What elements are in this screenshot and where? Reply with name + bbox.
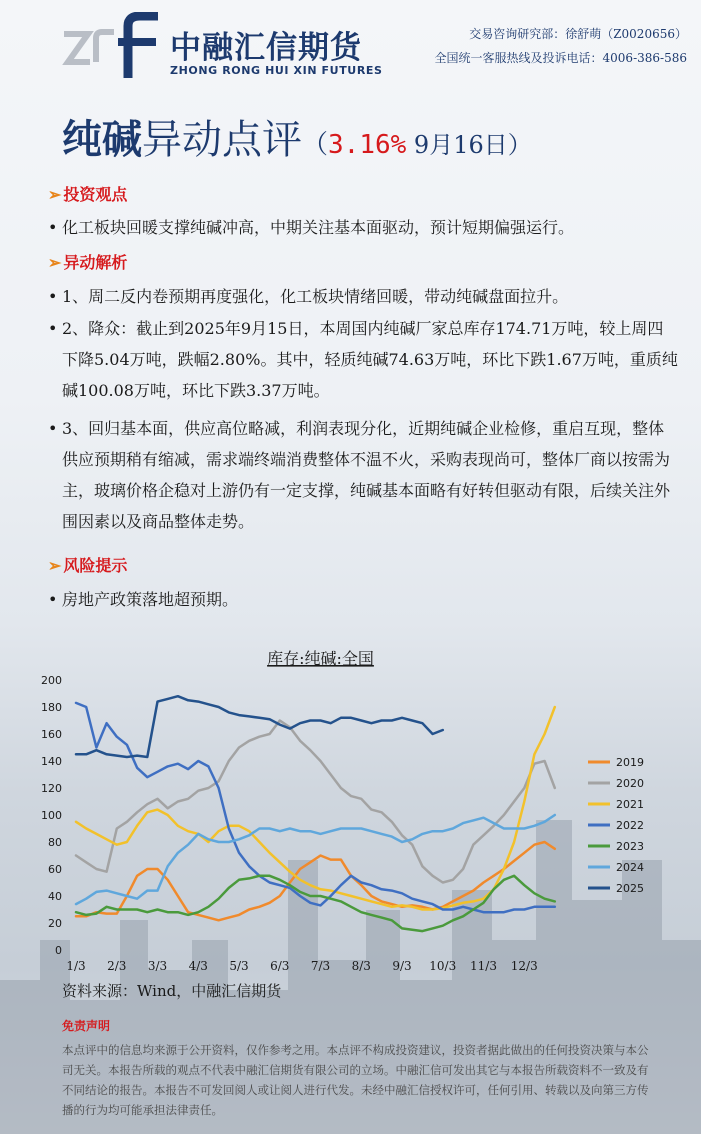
- y-tick-label: 100: [41, 809, 62, 822]
- legend-label-2019: 2019: [616, 756, 644, 769]
- disclaimer-text: 本点评中的信息均来源于公开资料，仅作参考之用。本点评不构成投资建议，投资者据此做出的任何投资决策与本公司无关。本报告所载的观点不代表中融汇信期货有限公司的立场。中融汇信可发出其它与本报告所载资料不一致及有不同结论的报告。本报告不可发回阅人或让阅人进行代发。未经中融汇信授权许可，任何引用、转载以及向第三方传播的行为均可能承担法律责任。: [62, 1043, 649, 1117]
- analyst-line: 交易咨询研究部：徐舒萌（Z0020656）: [469, 27, 687, 41]
- section-heading-view: [48, 182, 127, 205]
- risk-bullet: [48, 584, 678, 615]
- series-line-2025: [76, 696, 443, 757]
- title-percent: 3.16%: [328, 130, 407, 160]
- company-logo-icon: [62, 12, 160, 80]
- analysis-text-2: 2、降众：截止到2025年9月15日，本周国内纯碱厂家总库存174.71万吨，较上周四下降5.04万吨，跌幅2.80%。其中，轻质纯碱74.63万吨，环比下跌1.67万吨，重质纯碱100.08万吨，环比下跌3.37万吨。: [62, 319, 678, 400]
- bullet-icon: •: [48, 319, 58, 338]
- company-name-cn: 中融汇信期货: [170, 30, 362, 66]
- x-tick-label: 8/3: [351, 959, 371, 973]
- x-tick-label: 10/3: [429, 959, 457, 973]
- y-tick-label: 40: [48, 890, 62, 903]
- company-name-en: ZHONG RONG HUI XIN FUTURES: [170, 64, 383, 77]
- y-tick-label: 20: [48, 917, 62, 930]
- y-tick-label: 80: [48, 836, 62, 849]
- x-tick-label: 11/3: [470, 959, 497, 973]
- legend-label-2025: 2025: [616, 882, 644, 895]
- analysis-heading: 异动解析: [63, 253, 128, 272]
- chart-title: 库存:纯碱:全国: [267, 649, 374, 668]
- y-tick-label: 160: [41, 728, 62, 741]
- legend-label-2021: 2021: [616, 798, 644, 811]
- analysis-bullet-3: [48, 413, 678, 537]
- legend-label-2020: 2020: [616, 777, 644, 790]
- legend-label-2024: 2024: [616, 861, 644, 874]
- analysis-text-1: 1、周二反内卷预期再度强化，化工板块情绪回暖，带动纯碱盘面拉升。: [62, 287, 569, 306]
- arrow-icon: ➢: [48, 556, 62, 575]
- section-heading-analysis: [48, 250, 127, 273]
- page-title: [62, 108, 532, 165]
- x-tick-label: 9/3: [392, 959, 412, 973]
- x-tick-label: 2/3: [107, 959, 127, 973]
- risk-heading: 风险提示: [63, 556, 128, 575]
- x-tick-label: 3/3: [147, 959, 168, 973]
- title-date: 9月16日）: [406, 131, 532, 159]
- bullet-icon: •: [48, 590, 58, 609]
- inventory-chart-svg: [40, 644, 660, 974]
- x-tick-label: 6/3: [270, 959, 290, 973]
- bullet-icon: •: [48, 218, 58, 237]
- y-tick-label: 140: [41, 755, 62, 768]
- series-line-2021: [76, 707, 555, 910]
- data-source: 资料来源：Wind，中融汇信期货: [62, 982, 282, 1000]
- section-heading-risk: [48, 553, 127, 576]
- title-sub: 异动点评: [142, 117, 302, 163]
- title-main: 纯碱: [62, 116, 142, 163]
- x-tick-label: 4/3: [188, 959, 208, 973]
- analysis-text-3: 3、回归基本面，供应高位略减，利润表现分化，近期纯碱企业检修，重启互现，整体供应预期稍有缩减，需求端终端消费整体不温不火，采购表现尚可，整体厂商以按需为主，玻璃价格企稳对上游仍有一定支撑，纯碱基本面略有好转但驱动有限，后续关注外围因素以及商品整体走势。: [62, 419, 671, 531]
- y-tick-label: 120: [41, 782, 62, 795]
- bullet-icon: •: [48, 419, 58, 438]
- analysis-bullet-1: [48, 281, 678, 312]
- analysis-bullet-2: [48, 313, 678, 406]
- x-tick-label: 12/3: [510, 959, 538, 973]
- y-tick-label: 180: [41, 701, 62, 714]
- bullet-icon: •: [48, 287, 58, 306]
- contact-info: [435, 22, 687, 70]
- legend-label-2023: 2023: [616, 840, 644, 853]
- y-tick-label: 200: [41, 674, 62, 687]
- risk-text: 房地产政策落地超预期。: [62, 590, 239, 609]
- x-tick-label: 5/3: [229, 959, 249, 973]
- arrow-icon: ➢: [48, 253, 62, 272]
- disclaimer-heading: 免责声明: [62, 1019, 111, 1033]
- arrow-icon: ➢: [48, 185, 62, 204]
- view-heading: 投资观点: [63, 185, 128, 204]
- title-paren: （: [302, 130, 329, 160]
- series-line-2019: [76, 842, 555, 920]
- inventory-chart: [40, 644, 660, 974]
- x-tick-label: 7/3: [310, 959, 331, 973]
- x-tick-label: 1/3: [66, 959, 86, 973]
- hotline-line: 全国统一客服热线及投诉电话：4006-386-586: [434, 51, 687, 65]
- series-line-2022: [76, 703, 555, 912]
- legend-label-2022: 2022: [616, 819, 644, 832]
- view-bullet: [48, 212, 678, 243]
- y-tick-label: 0: [55, 944, 62, 957]
- view-text: 化工板块回暖支撑纯碱冲高，中期关注基本面驱动，预计短期偏强运行。: [62, 218, 575, 237]
- y-tick-label: 60: [48, 863, 62, 876]
